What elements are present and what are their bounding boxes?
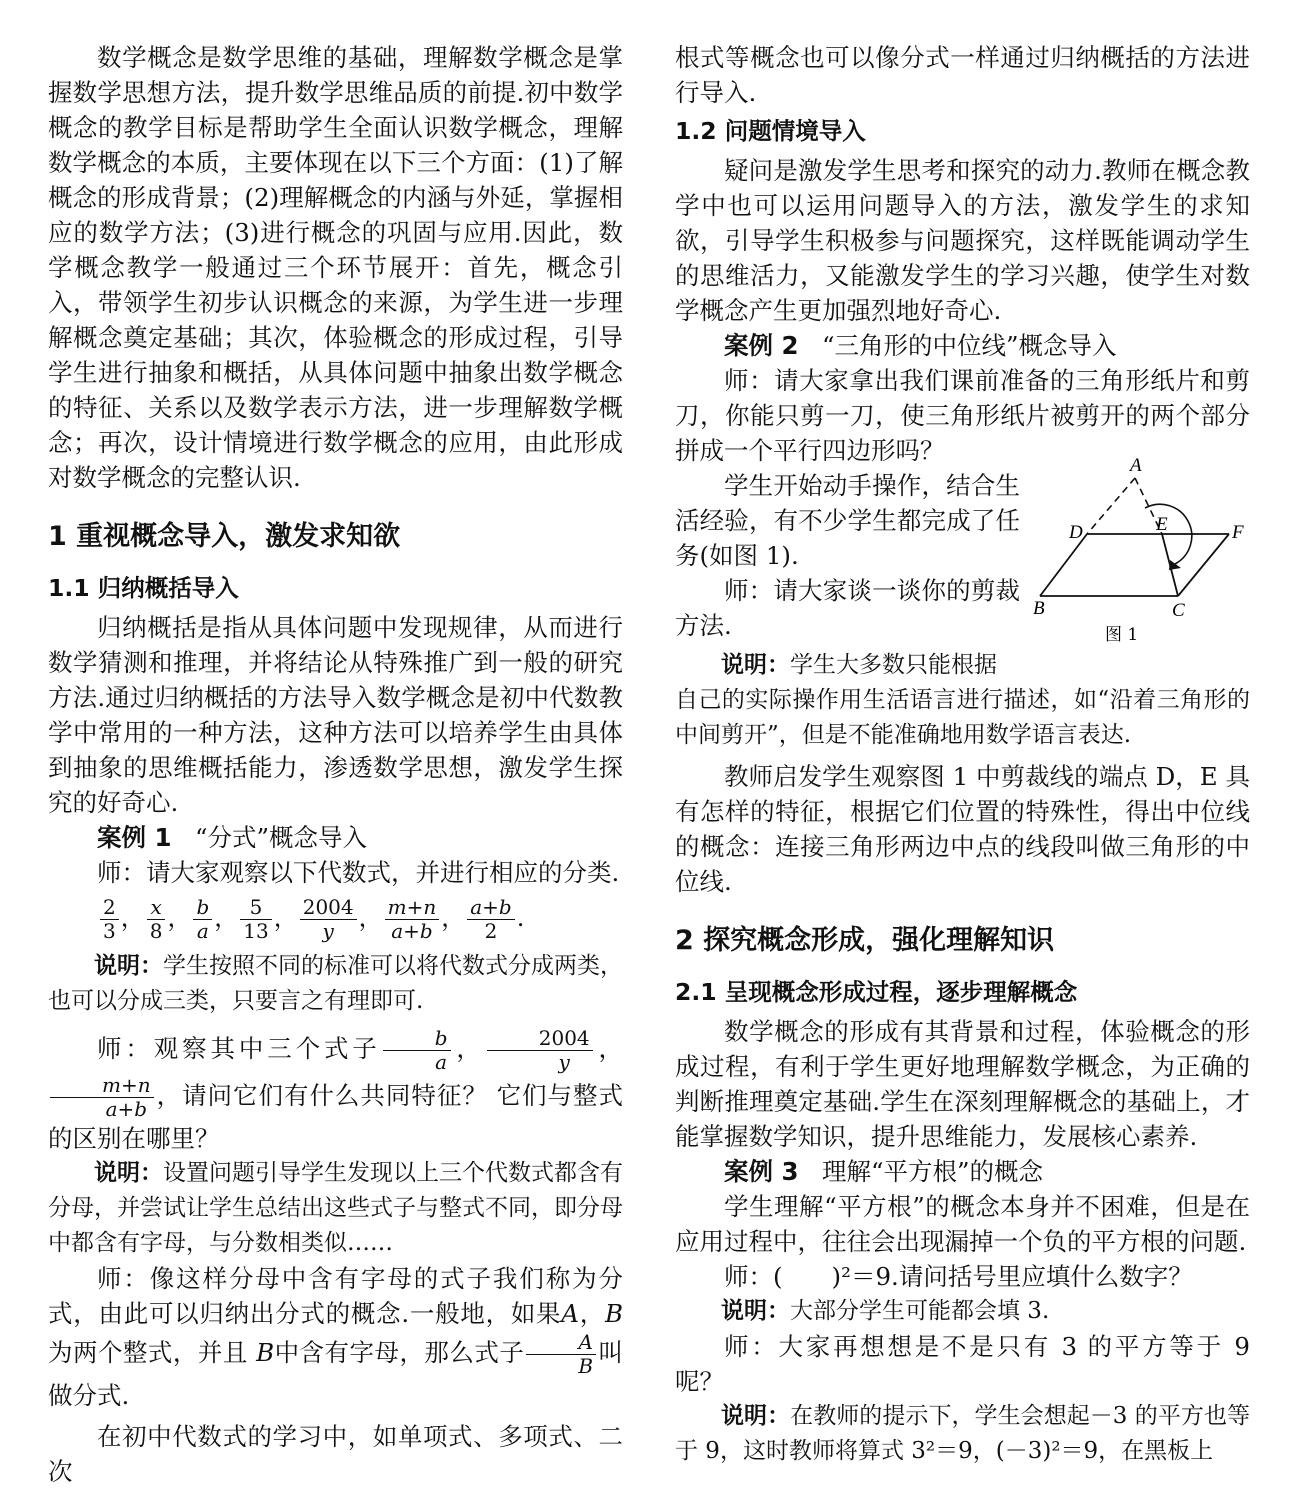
section-1-heading: 1 重视概念导入，激发求知欲 <box>48 521 401 552</box>
note-5: 说明：在教师的提示下，学生会想起－3 的平方也等于 9，这时教师将算式 3²＝9，(－3)²＝9，在黑板上 <box>675 1403 1250 1464</box>
teacher-line-4: 师：请大家拿出我们课前准备的三角形纸片和剪刀，你能只剪一刀，使三角形纸片被剪开的两个部分拼成一个平行四边形吗？ <box>675 366 1250 465</box>
fraction-A-B: $\frac{A}{B}$ <box>526 1331 596 1378</box>
formation-paragraph: 数学概念的形成有其背景和过程，体验概念的形成过程，有利于学生更好地理解数学概念，为正确的判断推理奠定基础.学生在深刻理解概念的基础上，才能掌握数学知识，提升思维能力，发展核心素养. <box>675 1017 1250 1151</box>
case-2-title: 案例 2 “三角形的中位线”概念导入 <box>724 331 1117 360</box>
figure-block <box>675 455 1250 648</box>
teacher-line-2: 师：观察其中三个式子 $\frac{b}{a}$ ， $\frac{2004}{y}$ ， $\frac{m+n}{a+b}$ ，请问它们有什么共同特征？ 它们与整式的区别在哪里？ <box>48 1026 624 1153</box>
teacher-hint-paragraph: 教师启发学生观察图 1 中剪裁线的端点 D，E 具有怎样的特征，根据它们位置的特殊性，得出中位线的概念：连接三角形两边中点的线段叫做三角形的中位线. <box>675 762 1250 896</box>
continued-paragraph: 根式等概念也可以像分式一样通过归纳概括的方法进行导入. <box>675 43 1250 107</box>
fraction-5: $\frac{2004}{y}$ <box>300 896 357 943</box>
triangle-figure <box>1035 456 1250 651</box>
sqrt-paragraph: 学生理解“平方根”的概念本身并不困难，但是在应用过程中，往往会出现漏掉一个负的平方根的问题. <box>675 1192 1250 1256</box>
label-A: A <box>1130 455 1142 476</box>
fraction-2004-y: $\frac{2004}{y}$ <box>487 1027 593 1074</box>
teacher-line-7: 师：大家再想想是不是只有 3 的平方等于 9 呢？ <box>675 1332 1250 1396</box>
intro-paragraph: 数学概念是数学思维的基础，理解数学概念是掌握数学思想方法，提升数学思维品质的前提.初中数学概念的教学目标是帮助学生全面认识数学概念，理解数学概念的本质，主要体现在以下三个方面：(1)了解概念的形成背景；(2)理解概念的内涵与外延，掌握相应的数学方法；(3)进行概念的巩固与应用.因此，数学概念教学一般通过三个环节展开：首先，概念引入，带领学生初步认识概念的来源，为学生进一步理解概念奠定基础；其次，体验概念的形成过程，引导学生进行抽象和概括，从具体问题中抽象出数学概念的特征、关系以及数学表示方法，进一步理解数学概念；再次，设计情境进行数学概念的应用，由此形成对数学概念的完整认识. <box>48 43 623 492</box>
section-1-1-heading: 1.1 归纳概括导入 <box>48 574 239 602</box>
case-3-title: 案例 3 理解“平方根”的概念 <box>724 1157 1044 1186</box>
question-paragraph: 疑问是激发学生思考和探究的动力.教师在概念教学中也可以运用问题导入的方法，激发学生的求知欲，引导学生积极参与问题探究，这样既能调动学生的思维活力，又能激发学生的学习兴趣，使学生对数学概念产生更加强烈地好奇心. <box>675 156 1250 325</box>
note-3: 说明：学生大多数只能根据 <box>721 652 997 678</box>
case-1-label: 案例 1 <box>97 823 172 852</box>
section-2-1-heading: 2.1 呈现概念形成过程，逐步理解概念 <box>675 978 1078 1006</box>
section-2-heading: 2 探究概念形成，强化理解知识 <box>675 925 1055 956</box>
closing-paragraph: 在初中代数式的学习中，如单项式、多项式、二次 <box>48 1422 623 1486</box>
case-1-title <box>48 820 623 855</box>
case-3-label: 案例 3 <box>724 1157 799 1186</box>
label-F: F <box>1232 522 1244 543</box>
teacher-line-3: 师：像这样分母中含有字母的式子我们称为分式，由此可以归纳出分式的概念.一般地，如果A，B为两个整式，并且 B中含有字母，那么式子 $\frac{A}{B}$ 叫做分式. <box>48 1264 624 1410</box>
label-D: D <box>1069 522 1083 543</box>
section-1-2-heading: 1.2 问题情境导入 <box>675 117 866 145</box>
teacher-line-6: 师：( )²＝9.请问括号里应填什么数字？ <box>724 1262 1193 1291</box>
label-B: B <box>1033 598 1045 619</box>
induction-paragraph: 归纳概括是指从具体问题中发现规律，从而进行数学猜测和推理，并将结论从特殊推广到一般的研究方法.通过归纳概括的方法导入数学概念是初中代数教学中常用的一种方法，这种方法可以培养学生由具体到抽象的思维概括能力，渗透数学思想，激发学生探究的好奇心. <box>48 613 623 817</box>
label-E: E <box>1156 514 1168 535</box>
note-label: 说明： <box>94 953 163 979</box>
note-2: 说明：设置问题引导学生发现以上三个代数式都含有分母，并尝试让学生总结出这些式子与整式不同，即分母中都含有字母，与分数相类似…… <box>48 1160 623 1256</box>
fraction-4: $\frac{5}{13}$ <box>240 896 271 943</box>
fraction-6: $\frac{m+n}{a+b}$ <box>385 896 440 943</box>
left-column <box>48 40 623 1489</box>
note-3-continued: 自己的实际操作用生活语言进行描述，如“沿着三角形的中间剪开”，但是不能准确地用数学语言表达. <box>675 687 1250 748</box>
teacher-line-1: 师：请大家观察以下代数式，并进行相应的分类. <box>97 858 620 887</box>
formula-list: $\frac{2}{3}$ ， $\frac{x}{8}$ ， $\frac{b}{a}$ ， $\frac{5}{13}$ ， $\frac{2004}{y}$ ， $\frac{m+n}{a+b}$ ， $\frac{a+b}{2}$ . <box>98 896 623 943</box>
fraction-1: $\frac{2}{3}$ <box>100 896 119 943</box>
note-4: 说明：大部分学生可能都会填 3. <box>721 1298 1050 1324</box>
student-operation-text: 学生开始动手操作，结合生活经验，有不少学生都完成了任务(如图 1). <box>675 471 1020 570</box>
fraction-b-a: $\frac{b}{a}$ <box>383 1027 451 1074</box>
fraction-2: $\frac{x}{8}$ <box>147 896 166 943</box>
teacher-line-5: 师：请大家谈一谈你的剪裁方法. <box>675 576 1020 640</box>
note-1: 说明：学生按照不同的标准可以将代数式分成两类，也可以分成三类，只要言之有理即可. <box>48 953 623 1014</box>
label-C: C <box>1172 600 1185 621</box>
fraction-7: $\frac{a+b}{2}$ <box>467 896 514 943</box>
figure-caption: 图 1 <box>1105 625 1139 645</box>
fraction-mn-ab: $\frac{m+n}{a+b}$ <box>50 1074 154 1121</box>
fraction-3: $\frac{b}{a}$ <box>193 896 212 943</box>
case-1-title-text: “分式”概念导入 <box>194 823 368 852</box>
case-2-label: 案例 2 <box>724 331 799 360</box>
right-column <box>675 40 1250 1469</box>
